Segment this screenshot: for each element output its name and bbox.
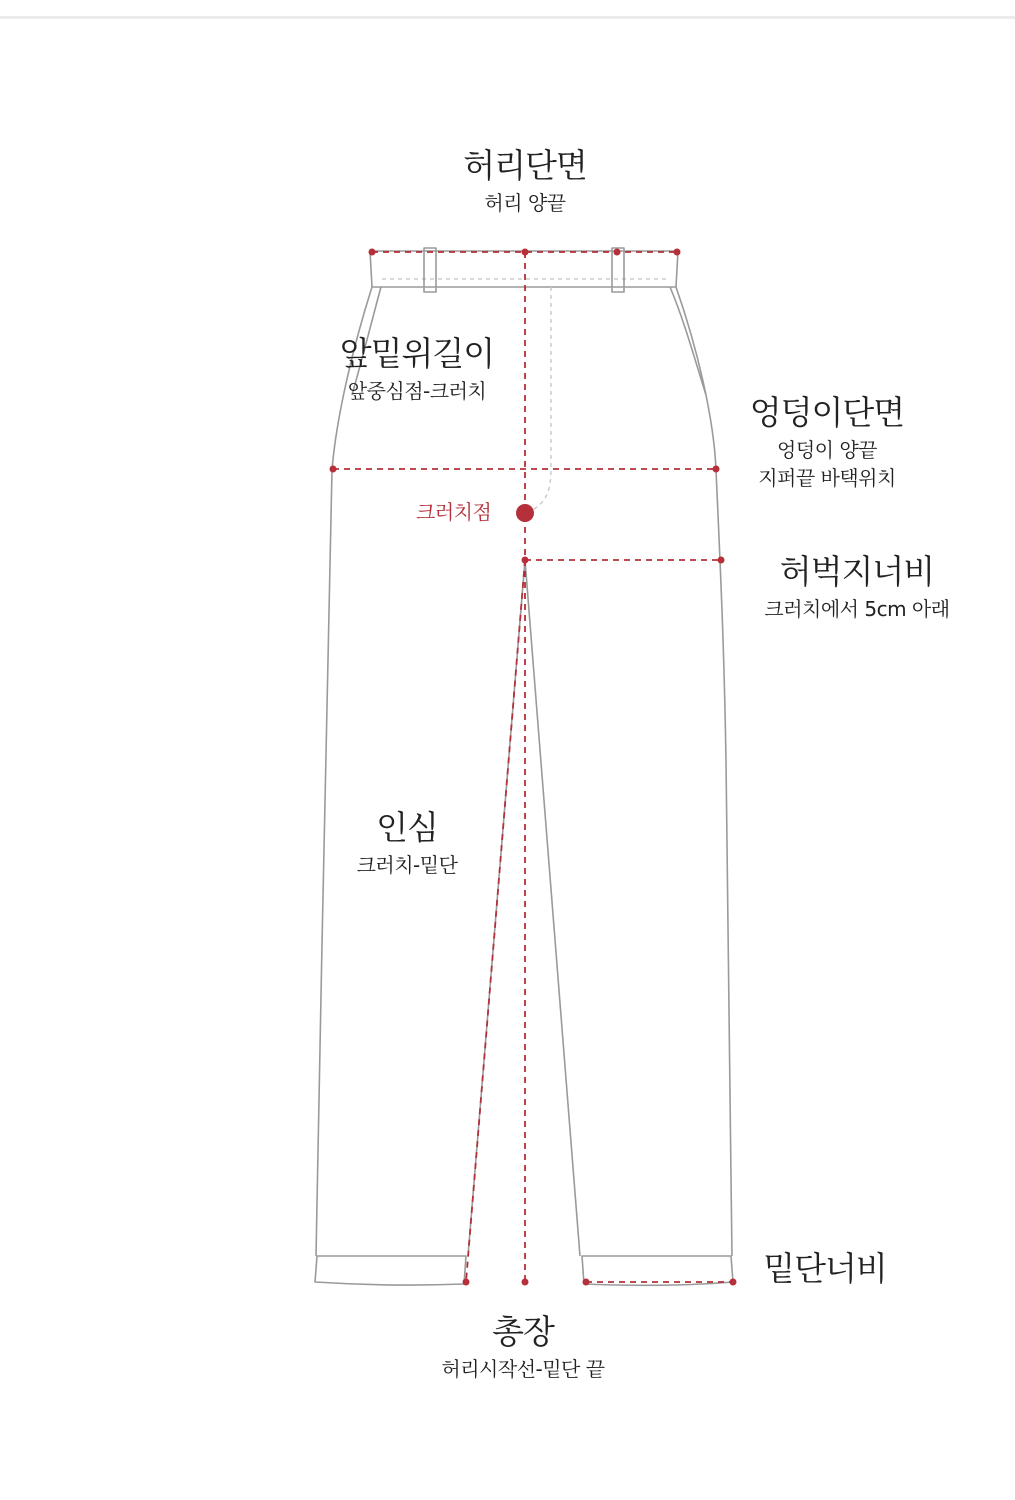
waist-center-point [522, 249, 529, 256]
thigh-left-point [522, 557, 529, 564]
inseam-bottom-point [463, 1279, 470, 1286]
total-length-label [413, 1312, 633, 1381]
thigh-subtitle: 크러치에서 5cm 아래 [764, 597, 950, 621]
hip-label [717, 393, 937, 490]
thigh-label [742, 552, 972, 621]
fly-stitch [528, 287, 551, 512]
waist-loop-point [614, 249, 621, 256]
left-leg-outline [316, 287, 372, 1256]
hem-title: 밑단너비 [763, 1249, 887, 1288]
hip-subtitle-1: 엉덩이 양끝 [777, 438, 877, 462]
front-rise-label [317, 334, 517, 403]
front-rise-title: 앞밑위길이 [339, 334, 495, 373]
waist-left-point [369, 249, 376, 256]
inseam-title: 인심 [376, 808, 438, 847]
length-bottom-point [522, 1279, 529, 1286]
total-length-subtitle: 허리시작선-밑단 끝 [441, 1357, 605, 1381]
hem-right-point [730, 1279, 737, 1286]
waist-title: 허리단면 [463, 146, 587, 185]
waist-subtitle: 허리 양끝 [484, 191, 566, 215]
front-rise-subtitle: 앞중심점-크러치 [347, 379, 487, 403]
thigh-title: 허벅지너비 [779, 552, 935, 591]
measurement-points [330, 249, 737, 1286]
thigh-right-point [718, 557, 725, 564]
crotch-point [516, 504, 534, 522]
hem-label [745, 1249, 905, 1288]
pants-outline [315, 248, 733, 1285]
hip-left-point [330, 466, 337, 473]
waist-right-point [674, 249, 681, 256]
hem-left-point [583, 1279, 590, 1286]
hip-subtitle-2: 지퍼끝 바택위치 [758, 466, 896, 490]
belt-loop-left [424, 248, 436, 292]
inseam-subtitle: 크러치-밑단 [356, 853, 458, 877]
left-cuff [315, 1256, 466, 1285]
total-length-title: 총장 [492, 1312, 554, 1351]
right-cuff [582, 1256, 733, 1285]
right-pocket-line [670, 287, 706, 395]
hip-title: 엉덩이단면 [749, 393, 905, 432]
inseam-label [327, 808, 487, 877]
right-inseam-outline [525, 560, 580, 1256]
waistband [370, 251, 678, 287]
measurement-lines [333, 252, 733, 1282]
crotch-point-label: 크러치점 [416, 500, 492, 524]
waist-label [425, 146, 625, 215]
